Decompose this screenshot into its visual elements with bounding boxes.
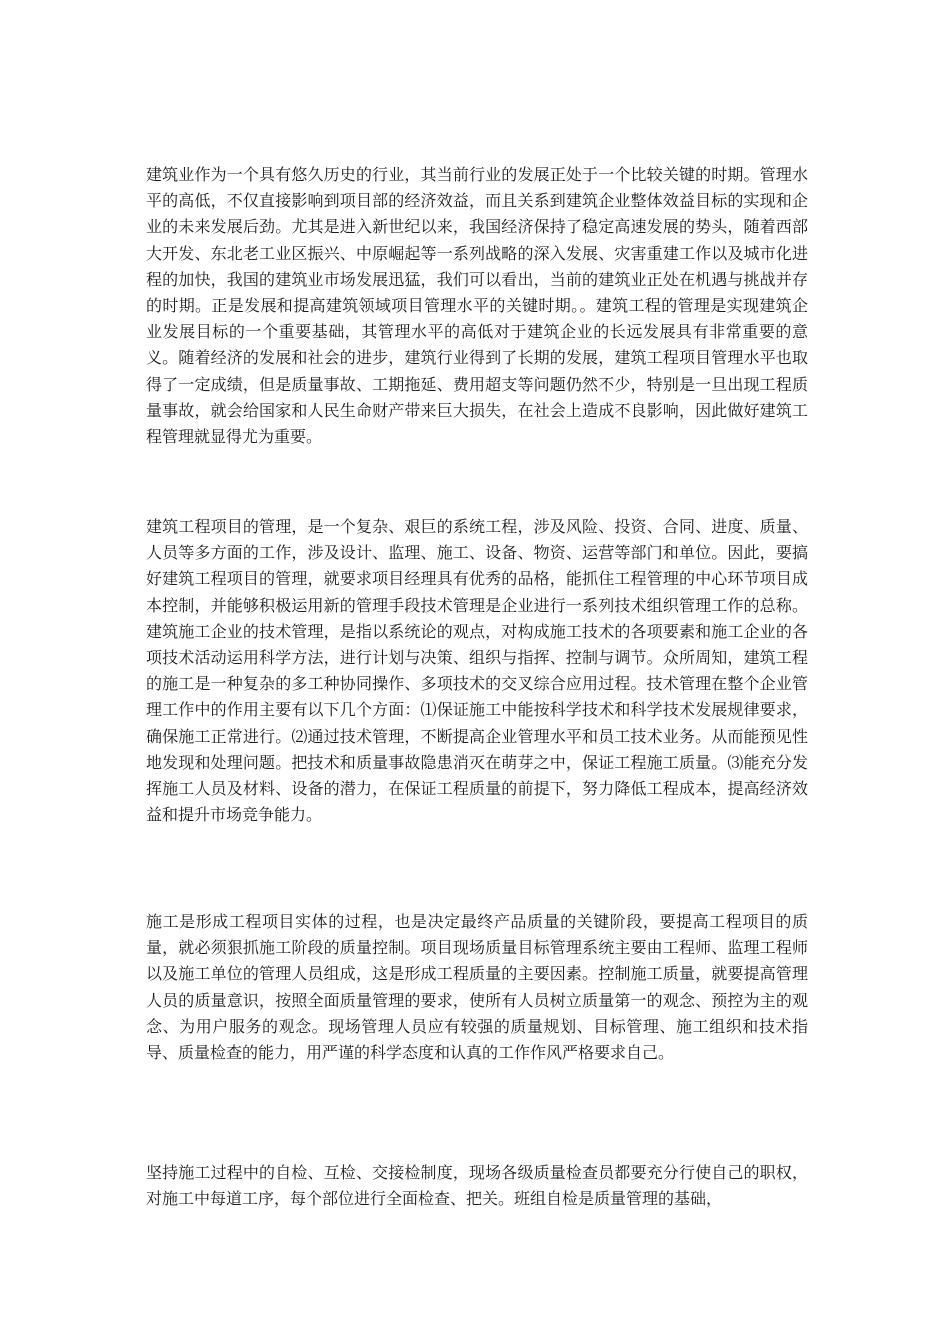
paragraph-construction-quality: 施工是形成工程项目实体的过程，也是决定最终产品质量的关键阶段，要提高工程项目的质量，就必须狠抓施工阶段的质量控制。项目现场质量目标管理系统主要由工程师、监理工程师以及施工单位的管理人员组成，这是形成工程质量的主要因素。控制施工质量，就要提高管理人员的质量意识，按照全面质量管理的要求，使所有人员树立质量第一的观念、预控为主的观念、为用户服务的观念。现场管理人员应有较强的质量规划、目标管理、施工组织和技术指导、质量检查的能力，用严谨的科学态度和认真的工作作风严格要求自己。 bbox=[146, 912, 808, 1063]
paragraph-industry-overview: 建筑业作为一个具有悠久历史的行业，其当前行业的发展正处于一个比较关键的时期。管理水平的高低，不仅直接影响到项目部的经济效益，而且关系到建筑企业整体效益目标的实现和企业的未来发展后劲。尤其是进入新世纪以来，我国经济保持了稳定高速发展的势头，随着西部大开发、东北老工业区振兴、中原崛起等一系列战略的深入发展、灾害重建工作以及城市化进程的加快，我国的建筑业市场发展迅猛，我们可以看出，当前的建筑业正处在机遇与挑战并存的时期。正是发展和提高建筑领域项目管理水平的关键时期。。建筑工程的管理是实现建筑企业发展目标的一个重要基础，其管理水平的高低对于建筑企业的长远发展具有非常重要的意义。随着经济的发展和社会的进步，建筑行业得到了长期的发展，建筑工程项目管理水平也取得了一定成绩，但是质量事故、工期拖延、费用超支等问题仍然不少，特别是一旦出现工程质量事故，就会给国家和人民生命财产带来巨大损失，在社会上造成不良影响，因此做好建筑工程管理就显得尤为重要。 bbox=[146, 165, 808, 447]
paragraph-technical-management: 建筑工程项目的管理，是一个复杂、艰巨的系统工程，涉及风险、投资、合同、进度、质量、人员等多方面的工作，涉及设计、监理、施工、设备、物资、运营等部门和单位。因此，要搞好建筑工程项目的管理，就要求项目经理具有优秀的品格，能抓住工程管理的中心环节项目成本控制，并能够积极运用新的管理手段技术管理是企业进行一系列技术组织管理工作的总称。建筑施工企业的技术管理，是指以系统论的观点，对构成施工技术的各项要素和施工企业的各项技术活动运用科学方法，进行计划与决策、组织与指挥、控制与调节。众所周知，建筑工程的施工是一种复杂的多工种协同操作、多项技术的交叉综合应用过程。技术管理在整个企业管理工作中的作用主要有以下几个方面：⑴保证施工中能按科学技术和科学技术发展规律要求，确保施工正常进行。⑵通过技术管理，不断提高企业管理水平和员工技术业务。从而能预见性地发现和处理问题。把技术和质量事故隐患消灭在萌芽之中，保证工程施工质量。⑶能充分发挥施工人员及材料、设备的潜力，在保证工程质量的前提下，努力降低工程成本，提高经济效益和提升市场竞争能力。 bbox=[146, 517, 808, 825]
paragraph-inspection-system: 坚持施工过程中的自检、互检、交接检制度，现场各级质量检查员都要充分行使自己的职权，对施工中每道工序，每个部位进行全面检查、把关。班组自检是质量管理的基础， bbox=[146, 1163, 808, 1209]
